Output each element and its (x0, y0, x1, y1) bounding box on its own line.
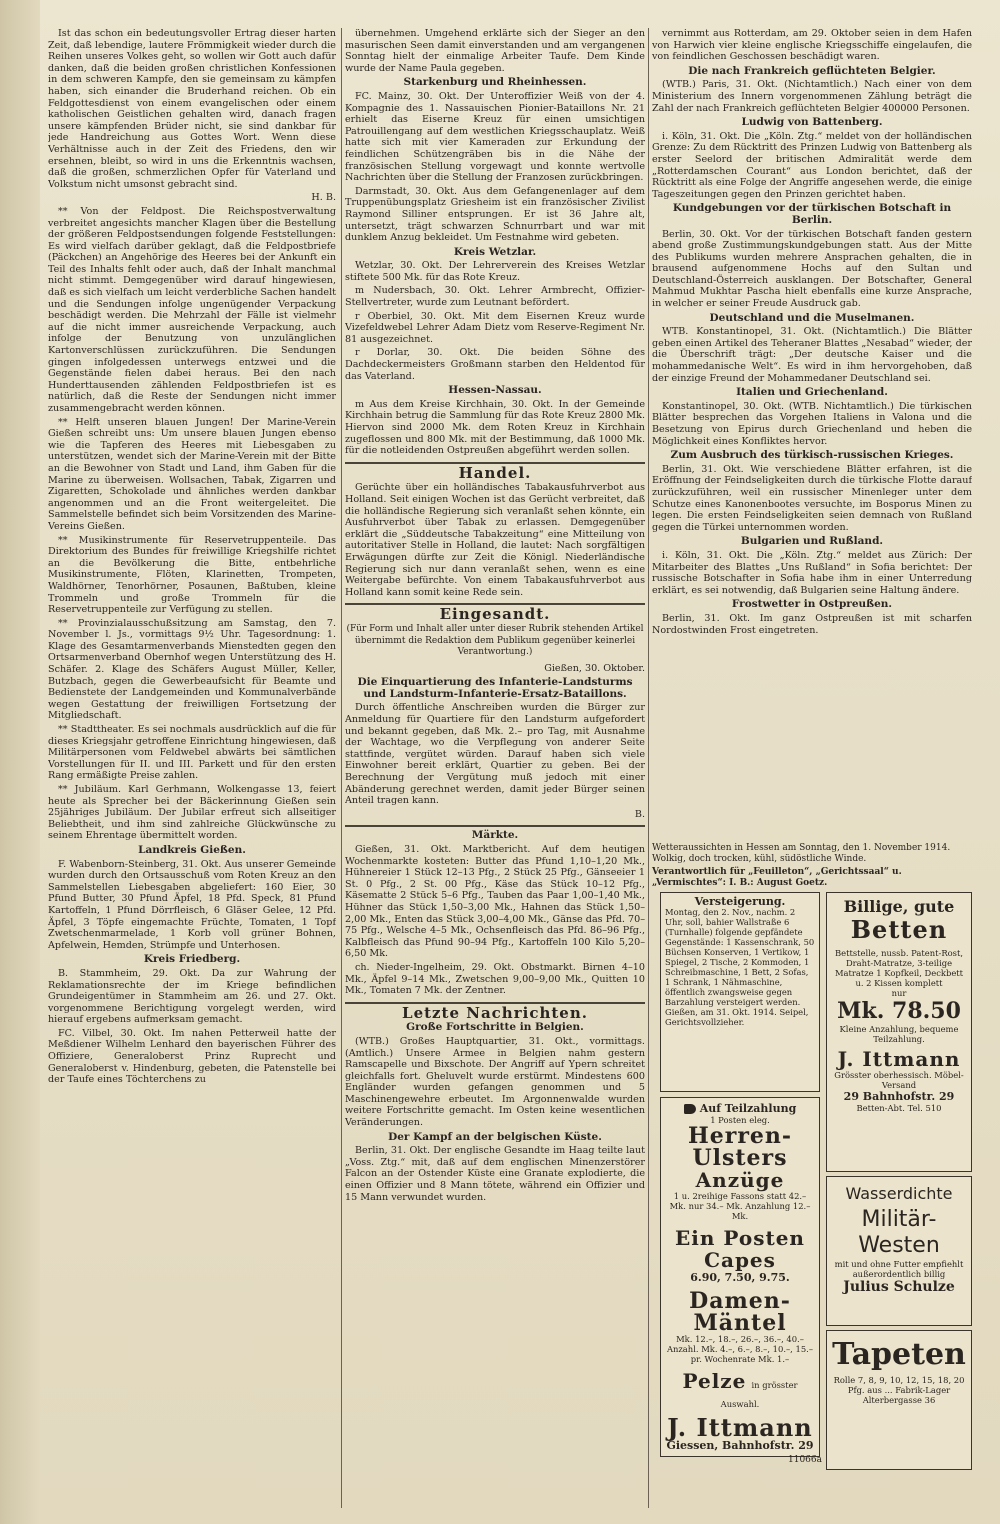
ad-text: 1 u. 2reihige Fassons statt 42.– Mk. nur 34.– Mk. Anzahlung 12.– Mk. (669, 1191, 811, 1221)
article-obstmarkt: ch. Nieder-Ingelheim, 29. Okt. Obstmarkt. Birnen 4–10 Mk., Äpfel 9–14 Mk., Zwetschen 9,00–9,00 Mk., Quitten 10 Mk., Tomaten 7 Mk. der Zentner. (345, 961, 645, 997)
article-frankreich: (WTB.) Paris, 31. Okt. (Nichtamtlich.) Nach einer von dem Ministerium des Innern vorgenommenen Zählung beträgt die Zahl der nach Frankreich geflüchteten Belgier 400000 Personen. (652, 79, 972, 114)
ad-versteigerung (660, 892, 820, 1092)
article-eingesandt: Durch öffentliche Anschreiben wurden die Bürger zur Anmeldung für Quartiere für den Landsturm aufgefordert und bekannt gegeben, daß Mk. 2.– pro Tag, mit Ausnahme der Wachtage, wo die Verpflegung von anderer Seite stattfinde, vergütet würden. Darauf haben sich viele Einwohner bereit erklärt, Quartier zu geben. Bei der Berechnung der Vergütung muß jedoch mit einer Abänderung gerechnet werden, damit jeder Bürger seinen Anteil tragen kann. (345, 702, 645, 807)
section-heading-handel: Handel. (458, 463, 532, 482)
article-maerkte: Gießen, 31. Okt. Marktbericht. Auf dem heutigen Wochenmarkte kosteten: Butter das Pfund 1,10–1,20 Mk., Hühnereier 1 Stück 12–13 Pfg., 2 Stück 25 Pfg., Gänseeier 1 St. 0 Pfg., 2 St. 00 Pfg., Käse das Stück 10–12 Pfg., Käsematte 2 Stück 5–6 Pfg., Tauben das Paar 1,00–1,40 Mk., Hühner das Stück 1,50–3,00 Mk., Hahnen das Stück 1,50–2,00 Mk., Enten das Stück 3,00–4,00 Mk., Gänse das Pfd. 70–75 Pfg., Welsche 4–5 Mk., Ochsenfleisch das Pfd. 86–96 Pfg., Kalbfleisch das Pfund 90–94 Pfg., Kartoffeln 100 Kilo 5,20–6,50 Mk. (345, 844, 645, 960)
ad-text: Bettstelle, nussb. Patent-Rost, Draht-Matratze, 3-teilige Matratze 1 Kopfkeil, Deckbett u. 2 Kissen komplett (834, 948, 964, 988)
ad-ittmann-kleidung (660, 1097, 820, 1457)
ad-text: Mk. 12.–, 18.–, 26.–, 36.–, 40.– Anzahl. Mk. 4.–, 6.–, 8.–, 10.–, 15.– pr. Wochenrate Mk. 1.– (666, 1334, 814, 1364)
ad-title: Versteigerung. (694, 895, 786, 908)
article-frostwetter: Berlin, 31. Okt. Im ganz Ostpreußen ist mit scharfen Nordostwinden Frost eingetreten. (652, 612, 972, 636)
article-title: Ludwig von Battenberg. (741, 116, 883, 129)
ad-militaer-westen (826, 1176, 972, 1326)
ad-code: 11066a (788, 1455, 822, 1465)
article-kampf: Berlin, 31. Okt. Der englische Gesandte im Haag teilte laut „Voss. Ztg.“ mit, daß auf dem englischen Minenzerstörer Falcon an der Ostender Küste eine Granate explodierte, die einen Offizier und 8 Mann tötete, während ein Offizier und 15 Mann verwundet wurden. (345, 1145, 645, 1203)
section-heading-letzte-nachrichten: Letzte Nachrichten. (402, 1003, 588, 1022)
article-battenberg: i. Köln, 31. Okt. Die „Köln. Ztg.“ meldet von der holländischen Grenze: Zu dem Rücktritt des Prinzen Ludwig von Battenberg als erster Seelord der britischen Admiralität werde dem „Rotterdamschen Courant“ aus London berichtet, daß der Rücktritt als eine Folge der Angriffe angesehen werde, die einige Tageszeitungen gegen den Prinzen gerichtet haben. (652, 130, 972, 200)
article-jubilaeum: ** Jubiläum. Karl Gerhmann, Wolkengasse 13, feiert heute als Sprecher bei der Bäckerinnung Gießen sein 25jähriges Jubiläum. Der Jubilar erfreut sich allseitiger Beliebtheit, und ihm sind zahlreiche Glückwünsche zu seinem Ehrentage übermittelt worden. (48, 784, 336, 842)
ad-title: Damen-Mäntel (689, 1288, 791, 1336)
section-heading: Hessen-Nassau. (448, 384, 542, 397)
column-3 (652, 28, 972, 908)
section-heading-eingesandt: Eingesandt. (439, 605, 551, 624)
article-bulgarien: i. Köln, 31. Okt. Die „Köln. Ztg.“ meldet aus Zürich: Der Mitarbeiter des Blattes „Uns Rußland“ in Sofia berichtet: Der russische Botschafter in Sofia habe ihm in einer Unterredung erklärt, es sei notwendig, daß Bulgarien seine Haltung ändere. (652, 549, 972, 596)
ad-text: mit und ohne Futter empfiehlt außerordentlich billig (834, 1259, 964, 1279)
ad-price: Mk. 78.50 (837, 998, 961, 1024)
ad-teilzahlung: Auf Teilzahlung (665, 1102, 815, 1115)
article-title: Bulgarien und Rußland. (740, 535, 884, 548)
ad-title: Wasserdichte (845, 1184, 953, 1203)
responsible-editor: Verantwortlich für „Feuilleton“, „Gerichtssaal“ u. „Vermischtes“: I. B.: August Goetz. (652, 867, 902, 888)
article-title: Deutschland und die Muselmanen. (709, 311, 915, 324)
ad-address: 29 Bahnhofstr. 29 (843, 1090, 955, 1103)
ad-company: J. Ittmann (667, 1413, 813, 1442)
ad-title: Anzüge (695, 1168, 785, 1192)
article-stadttheater: ** Stadttheater. Es sei nochmals ausdrücklich auf die für dieses Kriegsjahr getroffene Einrichtung hingewiesen, daß Militärpersonen vom Feldwebel abwärts bei sämtlichen Vorstellungen für II. und III. Parkett und für den ersten Rang ermäßigte Preise zahlen. (48, 724, 336, 782)
article-wabenborn: F. Wabenborn-Steinberg, 31. Okt. Aus unserer Gemeinde wurden durch den Ortsausschuß vom Roten Kreuz an den Sammelstellen Liebesgaben abgeliefert: 160 Eier, 30 Pfund Butter, 30 Pfund Äpfel, 18 Pfd. Speck, 81 Pfund Kartoffeln, 1 Pfund Dörrfleisch, 6 Gläser Gelee, 12 Pfd. Äpfel, 3 Töpfe eingemachte Früchte, Tomaten, 1 Topf Zwetschenmarmelade, 1 Korb voll grüner Bohnen, Apfelwein, Hemden, Strümpfe und Unterhosen. (48, 858, 336, 951)
ad-title: Betten (850, 915, 948, 944)
article-feldpost: ** Von der Feldpost. Die Reichspostverwaltung verbreitet angesichts mancher Klagen über die Bestellung der größeren Feldpostsendungen folgende Feststellungen: Es wird vielfach darüber geklagt, daß die Feldpostbriefe (Päckchen) an Angehörige des Heeres bei der Ankunft ein Teil des Inhalts fehlt oder auch, daß der Inhalt manchmal nicht stimmt. Demgegenüber wird darauf hingewiesen, daß es sich vielfach um leicht verderbliche Sachen handelt und die Sendungen infolge ungenügender Verpackung beschädigt werden. Die Mehrzahl der Fälle ist vielmehr auf die nicht immer ausreichende Verpackung, auch infolge der Benutzung von unzulänglichen Kartonverschlüssen zurückzuführen. Die Sendungen gingen infolgedessen unterwegs entzwei und die Gegenstände fielen dabei heraus. Bei den nach Hunderttausenden zählenden Feldpostbriefen ist es natürlich, daß die Reste der Sendungen nicht immer zusammengebracht werden können. (48, 205, 336, 414)
article-oberbiel: r Oberbiel, 30. Okt. Mit dem Eisernen Kreuz wurde Vizefeldwebel Lehrer Adam Dietz vom Reserve-Regiment Nr. 81 ausgezeichnet. (345, 310, 645, 345)
ad-price-label: nur (891, 988, 907, 998)
ad-company-sub: Grösster oberhessisch. Möbel-Versand (834, 1070, 964, 1090)
article-paragraph: Ist das schon ein bedeutungsvoller Ertrag dieser harten Zeit, daß lebendige, lautere Frömmigkeit wieder durch die Reihen unseres Volkes geht, so wollen wir Gott auch dafür danken, daß die beiden großen christlichen Konfessionen in dem schweren Kampfe, den sie gemeinsam zu kämpfen haben, sich einander die Bruderhand reichen. Ob ein Feldgottesdienst von einem evangelischen oder einem katholischen Geistlichen gehalten wird, danach fragen unsere kämpfenden Brüder nicht, sie sind dankbar für jede Handreichung aus Gottes Wort. Wenn diese Verhältnisse auch in der Zeit des Friedens, den wir ersehnen, bleibt, so wird in uns die Erkenntnis wachsen, daß die großen, schmerzlichen Opfer für Vaterland und Volkstum nicht umsonst gebracht sind. (48, 28, 336, 190)
ad-title: Herren-Ulsters (687, 1123, 793, 1171)
disclaimer-note: (Für Form und Inhalt aller unter dieser Rubrik stehenden Artikel übernimmt die Redaktion dem Publikum gegenüber keinerlei Verantwortung.) (346, 623, 644, 658)
article-dorlar: r Dorlar, 30. Okt. Die beiden Söhne des Dachdeckermeisters Großmann starben den Heldentod für das Vaterland. (345, 347, 645, 382)
article-muselmanen: WTB. Konstantinopel, 31. Okt. (Nichtamtlich.) Die Blätter geben einen Artikel des Teheraner Blattes „Nesabad“ wieder, der die Überschrift trägt: „Der deutsche Kaiser und die mohammedanische Welt“. Es wird in ihm hervorgehoben, daß der einzige Freund der Mohammedaner Deutschland sei. (652, 326, 972, 384)
ad-text: Montag, den 2. Nov., nachm. 2 Uhr, soll, bahier Wallstraße 6 (Turnhalle) folgende gepfändete Gegenstände: 1 Kassenschrank, 50 Büchsen Konserven, 1 Vertikow, 1 Spiegel, 2 Tische, 2 Kommoden, 1 Schreibmaschine, 1 Bett, 2 Sofas, 1 Schrank, 1 Nähmaschine, öffentlich zwangsweise gegen Barzahlung versteigert werden. Gießen, am 31. Okt. 1914. Seipel, Gerichtsvollzieher. (665, 907, 815, 1027)
article-title: Große Fortschritte in Belgien. (406, 1021, 584, 1034)
article-provinzialausschuss: ** Provinzialausschußsitzung am Samstag, den 7. November l. Js., vormittags 9½ Uhr. Tagesordnung: 1. Klage des Gesamtarmenverbands Mienstedten gegen den Ortsarmenverband Obernhof wegen Unterstützung des H. Schäfer. 2. Klage des Schäfers August Müller, Keller, Butzbach, gegen die Gewerbeaufsicht für Beamte und Bedienstete der Landgemeinden und Kommunalverbände wegen Gestattung der freiwilligen Fortsetzung der Mitgliedschaft. (48, 617, 336, 722)
column-1 (48, 28, 336, 1508)
article-italien: Konstantinopel, 30. Okt. (WTB. Nichtamtlich.) Die türkischen Blätter besprechen das Vorgehen Italiens in Valona und die Besetzung von Epirus durch Griechenland und heben die Möglichkeit eines Konfliktes hervor. (652, 400, 972, 447)
ad-betten (826, 892, 972, 1172)
ad-title: Pelze (682, 1369, 747, 1393)
ad-address: Giessen, Bahnhofstr. 29 (666, 1439, 814, 1452)
article-vilbel: FC. Vilbel, 30. Okt. Im nahen Petterweil hatte der Meßdiener Wilhelm Lenhard den bayerischen Führer des Offiziere, Generaloberst Prinz Ruprecht und Generaloberst v. Hindenburg, gebeten, die Patenstelle bei der Taufe eines Töchterchens zu (48, 1027, 336, 1086)
article-musikinstrumente: ** Musikinstrumente für Reservetruppenteile. Das Direktorium des Bundes für freiwillige Kriegshilfe richtet an die Bevölkerung die Bitte, entbehrliche Musikinstrumente, Flöten, Klarinetten, Trompeten, Waldhörner, Tenorhörner, Posaunen, Baßtuben, kleine Trommeln und große Trommeln für die Reservetruppenteile zur Verfügung zu stellen. (48, 534, 336, 616)
article-blaue-jungen: ** Helft unseren blauen Jungen! Der Marine-Verein Gießen schreibt uns: Um unsere blauen Jungen ebenso wie die Tapferen des Heeres mit Liebesgaben zu unterstützen, wendet sich der Marine-Verein mit der Bitte an die Bewohner von Stadt und Land, ihm Gaben für die Marine zu überweisen. Wollsachen, Tabak, Zigarren und Zigaretten, Schokolade und ähnliches werden dankbar angenommen und an die Front weitergeleitet. Die Sammelstelle befindet sich beim Vorsitzenden des Marine-Vereins Gießen. (48, 416, 336, 532)
article-belgien: (WTB.) Großes Hauptquartier, 31. Okt., vormittags. (Amtlich.) Unsere Armee in Belgien nahm gestern Ramscapelle und Bixschote. Der Angriff auf Ypern schreitet gleichfalls fort. Gheluvelt wurde erstürmt. Mindestens 600 Engländer wurden gefangen genommen und 5 Maschinengewehre erbeutet. Im Argonnenwalde wurden weitere Fortschritte gemacht. Im Osten keine wesentlichen Veränderungen. (345, 1035, 645, 1129)
section-heading: Kreis Friedberg. (143, 953, 241, 966)
ad-title: Militär- (861, 1207, 937, 1232)
ad-title: Ein Posten Capes (675, 1226, 805, 1272)
page-fold (0, 0, 40, 1524)
ad-note: Kleine Anzahlung, bequeme Teilzahlung. (839, 1024, 959, 1044)
article-nudersbach: m Nudersbach, 30. Okt. Lehrer Armbrecht, Offizier-Stellvertreter, wurde zum Leutnant befördert. (345, 285, 645, 309)
ad-tapeten (826, 1330, 972, 1470)
ad-title: Billige, gute (843, 897, 955, 916)
ad-title: Tapeten (832, 1337, 966, 1372)
section-heading-maerkte: Märkte. (471, 829, 519, 842)
article-wetzlar: Wetzlar, 30. Okt. Der Lehrerverein des Kreises Wetzlar stiftete 500 Mk. für das Rote Kreuz. (345, 260, 645, 283)
weather-forecast: Wetteraussichten in Hessen am Sonntag, den 1. November 1914. Wolkig, doch trocken, kühl, südöstliche Winde. (652, 843, 951, 864)
ad-text: Rolle 7, 8, 9, 10, 12, 15, 18, 20 Pfg. aus ... Fabrik-Lager Alterbergasse 36 (833, 1375, 965, 1405)
signature: H. B. (311, 192, 336, 204)
article-darmstadt: Darmstadt, 30. Okt. Aus dem Gefangenenlager auf dem Truppenübungsplatz Griesheim ist ein französischer Zivilist Raymond Silliner entsprungen. Er ist 36 Jahre alt, untersetzt, trägt schwarzen Schnurrbart und war mit dunklem Anzug bekleidet. Um Festnahme wird gebeten. (345, 185, 645, 244)
signature: B. (634, 808, 645, 820)
article-ausbruch: Berlin, 31. Okt. Wie verschiedene Blätter erfahren, ist die Eröffnung der Feindseligkeiten durch die türkische Flotte darauf zurückzuführen, weil ein russischer Minenleger unter dem Schutze eines Kanonenbootes versuchte, im Bosporus Minen zu legen. Die ersten Feindseligkeiten seien demnach von Rußland gegen die Türkei unternommen worden. (652, 463, 972, 533)
article-botschaft: Berlin, 30. Okt. Vor der türkischen Botschaft fanden gestern abend große Zustimmungskundgebungen statt. Aus der Mitte des Publikums wurden mehrere Ansprachen gehalten, die in brausend aufgenommene Hochs auf den Sultan und Deutschland-Österreich ausklangen. Der Botschafter, General Mahmud Mukhtar Pascha hielt ebenfalls eine kurze Ansprache, in welcher er seiner Freude Ausdruck gab. (652, 228, 972, 310)
section-heading: Landkreis Gießen. (138, 843, 246, 856)
ad-text: 1 Posten eleg. (710, 1115, 770, 1125)
column-2 (345, 28, 645, 1508)
article-continuation: vernimmt aus Rotterdam, am 29. Oktober seien in dem Hafen von Harwich vier kleine englische Kriegsschiffe eingelaufen, die von feindlichen Geschossen beschädigt waren. (652, 28, 972, 63)
section-heading: Kreis Wetzlar. (453, 245, 537, 258)
article-title: Die nach Frankreich geflüchteten Belgier. (688, 64, 936, 77)
article-title: Der Kampf an der belgischen Küste. (388, 1130, 602, 1143)
ad-phone: Betten-Abt. Tel. 510 (856, 1103, 942, 1113)
dateline: Gießen, 30. Oktober. (544, 662, 645, 674)
article-title: Die Einquartierung des Infanterie-Landsturms und Landsturm-Infanterie-Ersatz-Bataillons. (357, 676, 633, 700)
section-heading: Starkenburg und Rheinhessen. (403, 76, 587, 89)
article-title: Frostwetter in Ostpreußen. (731, 598, 893, 611)
article-kirchhain: m Aus dem Kreise Kirchhain, 30. Okt. In der Gemeinde Kirchhain betrug die Sammlung für das Rote Kreuz 2800 Mk. Hiervon sind 2000 Mk. dem Roten Kreuz in Kirchhain zugeflossen und 800 Mk. mit der Bestimmung, daß 1000 Mk. für die notleidenden Ostpreußen abgeführt werden sollen. (345, 398, 645, 457)
article-mainz: FC. Mainz, 30. Okt. Der Unteroffizier Weiß von der 4. Kompagnie des 1. Nassauischen Pionier-Bataillons Nr. 21 erhielt das Eiserne Kreuz für einen umsichtigen Patrouillengang auf dem westlichen Kriegsschauplatz. Weiß hatte sich mit vier Kameraden zur Erkundung der feindlichen Schützengräben bis in die Nähe der französischen Stellung vorgewagt und konnte wertvolle Nachrichten über die Stellung der Franzosen zurückbringen. (345, 90, 645, 184)
article-title: Italien und Griechenland. (736, 386, 888, 399)
pointing-hand-icon (684, 1104, 696, 1114)
column-rule (648, 28, 649, 1508)
ad-company: J. Ittmann (837, 1047, 961, 1071)
ad-text: in grösster Auswahl. (720, 1380, 798, 1409)
article-title: Kundgebungen vor der türkischen Botschaft in Berlin. (672, 202, 952, 226)
article-continuation: übernehmen. Umgehend erklärte sich der Sieger an den masurischen Seen damit einverstanden und am vergangenen Sonntag hielt der einmalige Arbeiter Taufe. Dem Kinde wurde der Name Paula gegeben. (345, 28, 645, 74)
article-stammheim: B. Stammheim, 29. Okt. Da zur Wahrung der Reklamationsrechte der im Kriege befindlichen Grundeigentümer in Stammheim am 26. und 27. Okt. vorgenommene Berichtigung vorgelegt werden, wird hierauf ergebens aufmerksam gemacht. (48, 967, 336, 1026)
ad-company: Julius Schulze (843, 1279, 955, 1295)
article-title: Zum Ausbruch des türkisch-russischen Krieges. (670, 449, 954, 462)
article-handel: Gerüchte über ein holländisches Tabakausfuhrverbot aus Holland. Seit einigen Wochen ist das Gerücht verbreitet, daß die holländische Regierung sich veranlaßt sehen könnte, ein Ausfuhrverbot über Tabak zu erlassen. Demgegenüber erklärt die „Süddeutsche Tabakzeitung“ eine Mitteilung von autoritativer Stelle in Holland, die lautet: Nach sorgfältigen Erwägungen dürfte zur Zeit die Königl. Niederländische Regierung sich nur dann veranlaßt sehen, wenn es eine Weitergabe befürchte. Von einem Tabakausfuhrverbot aus Holland kann somit keine Rede sein. (345, 482, 645, 598)
ad-title: Westen (858, 1233, 940, 1258)
ad-prices: 6.90, 7.50, 9.75. (690, 1271, 790, 1284)
column-rule (341, 28, 342, 1508)
